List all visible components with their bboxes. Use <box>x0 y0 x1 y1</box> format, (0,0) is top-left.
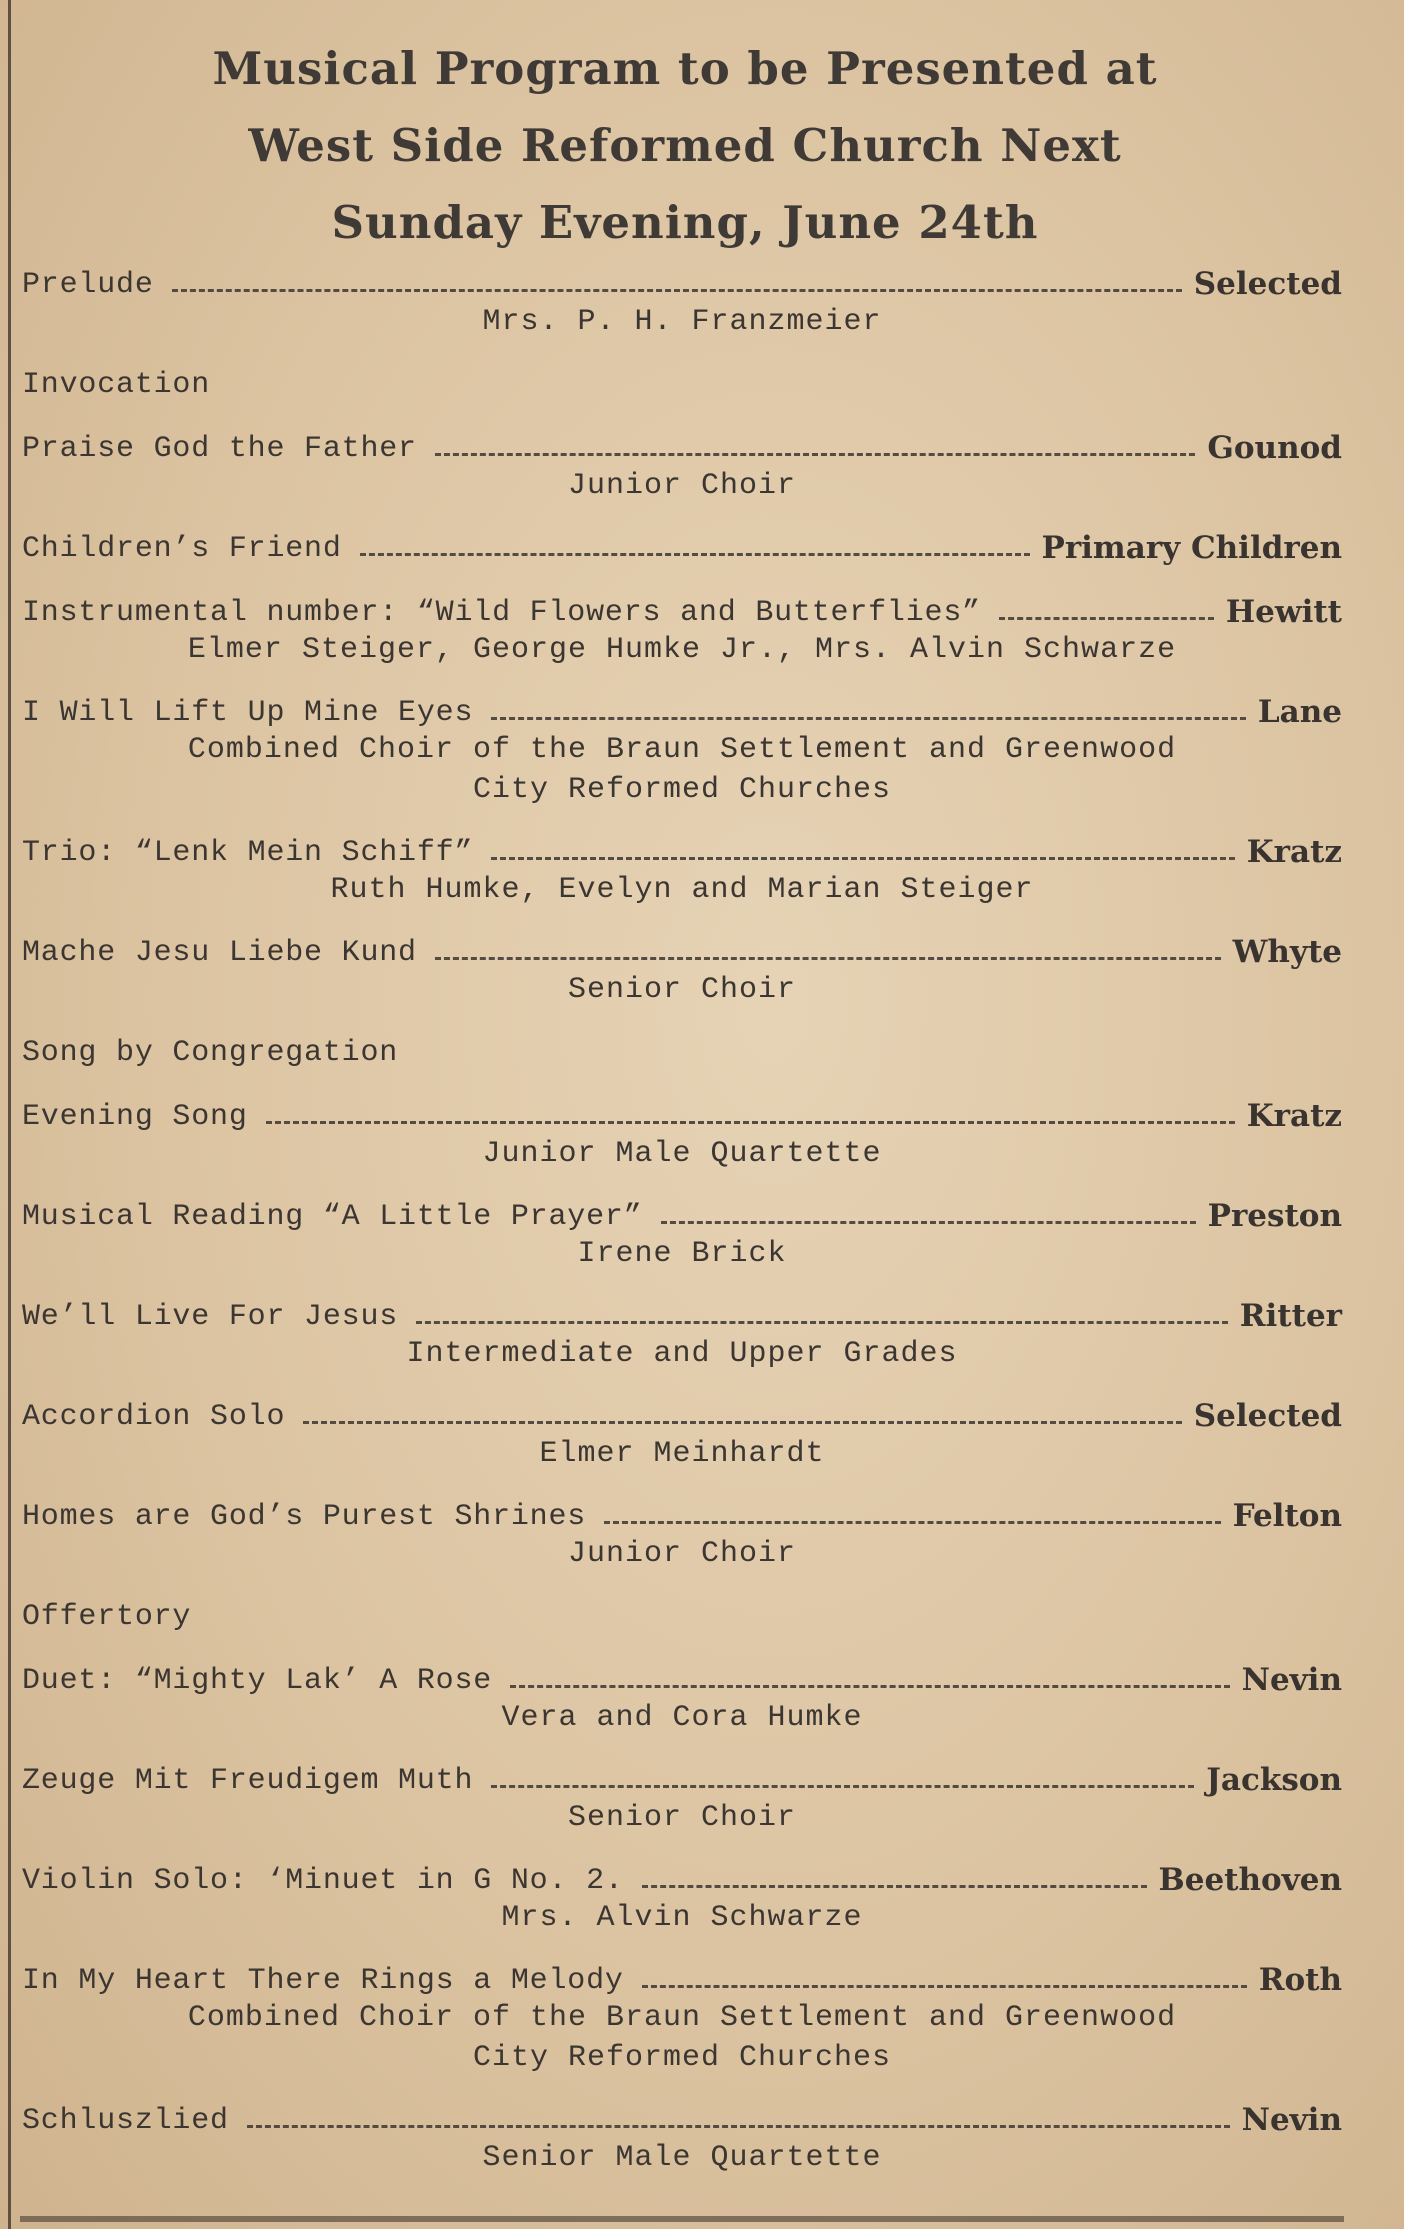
program-item-title: Children’s Friend <box>22 532 342 566</box>
program-item-row <box>22 2098 1342 2138</box>
program-item-title: Evening Song <box>22 1100 248 1134</box>
program-item-performers: City Reformed Churches <box>472 773 892 807</box>
dot-leader <box>604 1521 1221 1524</box>
program-item-performers: Vera and Cora Humke <box>501 1701 863 1735</box>
dot-leader <box>491 717 1246 720</box>
program-item-title: Song by Congregation <box>22 1036 399 1070</box>
program-item-performers: Ruth Humke, Evelyn and Marian Steiger <box>330 873 1034 907</box>
program-item-title: Mache Jesu Liebe Kund <box>22 936 417 970</box>
dot-leader <box>510 1685 1230 1688</box>
program-item-row <box>22 1958 1342 1998</box>
program-item-row <box>22 262 1342 302</box>
program-item-performers: Elmer Meinhardt <box>539 1437 825 1471</box>
program-item-composer: Kratz <box>1246 834 1342 870</box>
program-item-performers: Irene Brick <box>577 1237 787 1271</box>
dot-leader <box>642 1985 1247 1988</box>
program-item-composer: Nevin <box>1241 1662 1342 1698</box>
program-item-composer: Whyte <box>1232 934 1342 970</box>
program-item-performers: Senior Choir <box>567 1801 797 1835</box>
program-item-title: Trio: “Lenk Mein Schiff” <box>22 836 474 870</box>
program-item-composer: Felton <box>1232 1498 1342 1534</box>
program-item <box>22 1030 1342 1094</box>
program-item-performers: Junior Male Quartette <box>482 1137 882 1171</box>
program-item <box>22 1594 1342 1658</box>
header-line-1: Musical Program to be Presented at <box>212 42 1158 95</box>
left-border-rule <box>8 0 11 2229</box>
header-line-2: West Side Reformed Church Next <box>248 119 1122 172</box>
program-item-performers: City Reformed Churches <box>472 2041 892 2075</box>
program-item-row <box>22 362 1342 402</box>
program-item-composer: Beethoven <box>1158 1862 1342 1898</box>
program-item <box>22 690 1342 830</box>
program-item-title: Schluszlied <box>22 2104 229 2138</box>
program-item <box>22 1394 1342 1494</box>
program-item-title: I Will Lift Up Mine Eyes <box>22 696 474 730</box>
program-item-title: Violin Solo: ‘Minuet in G No. 2. <box>22 1864 624 1898</box>
dot-leader <box>642 1885 1147 1888</box>
dot-leader <box>247 2125 1230 2128</box>
program-item-composer: Hewitt <box>1225 594 1342 630</box>
program-item-row <box>22 930 1342 970</box>
program-item-title: Instrumental number: “Wild Flowers and Butterflies” <box>22 596 981 630</box>
program-item-composer: Preston <box>1207 1198 1342 1234</box>
dot-leader <box>491 1785 1194 1788</box>
program-item-row <box>22 1858 1342 1898</box>
program-item-performers: Elmer Steiger, George Humke Jr., Mrs. Alvin Schwarze <box>187 633 1177 667</box>
program-item-performers: Junior Choir <box>567 1537 797 1571</box>
program-item-row <box>22 1030 1342 1070</box>
program-item-row <box>22 526 1342 566</box>
program-item-row <box>22 1194 1342 1234</box>
program-item <box>22 930 1342 1030</box>
program-item <box>22 1658 1342 1758</box>
program-item <box>22 1758 1342 1858</box>
program-item-title: Invocation <box>22 368 211 402</box>
program-item-row <box>22 1494 1342 1534</box>
program-item-composer: Nevin <box>1241 2102 1342 2138</box>
program-item <box>22 1958 1342 2098</box>
program-item <box>22 1858 1342 1958</box>
program-item-composer: Selected <box>1193 1398 1342 1434</box>
program-item-composer: Kratz <box>1246 1098 1342 1134</box>
program-item-performers: Senior Choir <box>567 973 797 1007</box>
program-item <box>22 590 1342 690</box>
program-item-row <box>22 590 1342 630</box>
dot-leader <box>435 453 1196 456</box>
program-item-row <box>22 1094 1342 1134</box>
dot-leader <box>416 1321 1228 1324</box>
program-item-performers: Combined Choir of the Braun Settlement and Greenwood <box>187 733 1177 767</box>
program-item-performers: Mrs. P. H. Franzmeier <box>482 305 882 339</box>
program-item-row <box>22 426 1342 466</box>
program-item-row <box>22 830 1342 870</box>
dot-leader <box>435 957 1221 960</box>
program-item-composer: Roth <box>1258 1962 1342 1998</box>
program-item <box>22 1194 1342 1294</box>
program-item-performers: Junior Choir <box>567 469 797 503</box>
program-item <box>22 1294 1342 1394</box>
program-item-title: In My Heart There Rings a Melody <box>22 1964 624 1998</box>
program-item-title: Offertory <box>22 1600 192 1634</box>
program-header <box>0 30 1370 261</box>
program-item <box>22 1094 1342 1194</box>
dot-leader <box>172 289 1182 292</box>
program-item <box>22 426 1342 526</box>
program-item-performers: Intermediate and Upper Grades <box>406 1337 958 1371</box>
program-item-row <box>22 1294 1342 1334</box>
header-line-3: Sunday Evening, June 24th <box>331 196 1039 249</box>
program-item-performers: Combined Choir of the Braun Settlement and Greenwood <box>187 2001 1177 2035</box>
program-item-title: Zeuge Mit Freudigem Muth <box>22 1764 474 1798</box>
program-item-title: Homes are God’s Purest Shrines <box>22 1500 587 1534</box>
program-item-performers: Mrs. Alvin Schwarze <box>501 1901 863 1935</box>
program-item-title: Praise God the Father <box>22 432 417 466</box>
program-item-title: Prelude <box>22 268 154 302</box>
program-item-row <box>22 1394 1342 1434</box>
dot-leader <box>661 1221 1196 1224</box>
program-item-composer: Ritter <box>1239 1298 1342 1334</box>
bottom-border-rule <box>20 2216 1344 2222</box>
program-item-composer: Jackson <box>1206 1762 1342 1798</box>
dot-leader <box>303 1421 1182 1424</box>
program-item-performers: Senior Male Quartette <box>482 2141 882 2175</box>
program-list <box>22 262 1342 2198</box>
program-item-composer: Lane <box>1257 694 1342 730</box>
dot-leader <box>491 857 1234 860</box>
dot-leader <box>266 1121 1235 1124</box>
program-item-row <box>22 1594 1342 1634</box>
program-item <box>22 830 1342 930</box>
program-item-row <box>22 1658 1342 1698</box>
program-item-composer: Gounod <box>1207 430 1342 466</box>
program-item-title: We’ll Live For Jesus <box>22 1300 399 1334</box>
program-item-composer: Selected <box>1193 266 1342 302</box>
dot-leader <box>999 617 1214 620</box>
program-item <box>22 1494 1342 1594</box>
program-item-row <box>22 690 1342 730</box>
program-item <box>22 362 1342 426</box>
program-item-row <box>22 1758 1342 1798</box>
program-item <box>22 526 1342 590</box>
program-item-composer: Primary Children <box>1041 530 1342 566</box>
program-item-title: Musical Reading “A Little Prayer” <box>22 1200 643 1234</box>
program-item-title: Duet: “Mighty Lak’ A Rose <box>22 1664 493 1698</box>
dot-leader <box>360 553 1030 556</box>
program-item-title: Accordion Solo <box>22 1400 286 1434</box>
program-item <box>22 2098 1342 2198</box>
program-item <box>22 262 1342 362</box>
